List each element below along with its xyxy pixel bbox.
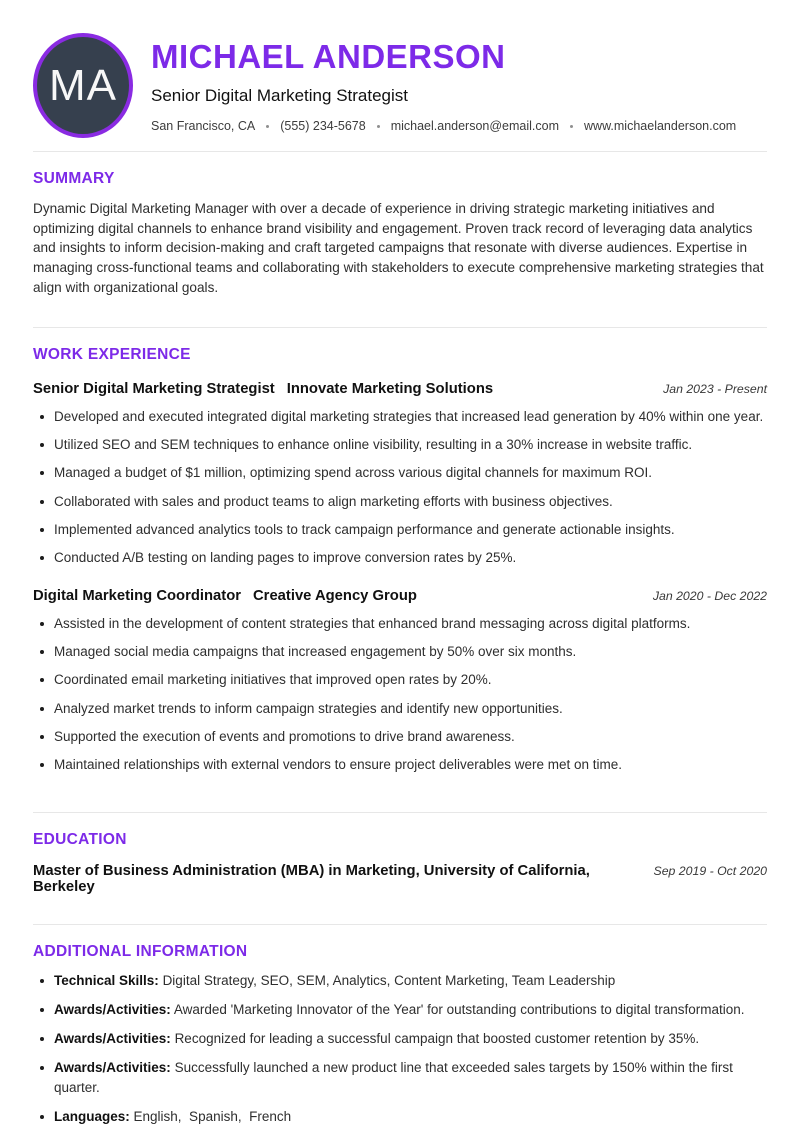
additional-info-list: [33, 971, 767, 1126]
additional-information-section: [33, 943, 767, 1126]
info-item: [33, 1000, 767, 1019]
bullet-item: Implemented advanced analytics tools to track campaign performance and generate actionable insights.: [33, 520, 767, 539]
contact-location: San Francisco, CA: [151, 119, 256, 134]
info-item: [33, 971, 767, 990]
info-label: Awards/Activities:: [54, 1060, 171, 1076]
job-header: [33, 381, 767, 397]
separator-dot: [266, 125, 269, 128]
section-divider: [33, 327, 767, 328]
job-title: Digital Marketing Coordinator: [33, 588, 241, 605]
bullet-item: Managed a budget of $1 million, optimizing spend across various digital channels for maximum ROI.: [33, 463, 767, 482]
info-label: Technical Skills:: [54, 972, 159, 988]
education-heading: EDUCATION: [33, 830, 127, 848]
bullet-item: Collaborated with sales and product teams to align marketing efforts with business objectives.: [33, 492, 767, 511]
summary-heading: SUMMARY: [33, 170, 115, 187]
info-text: Awarded 'Marketing Innovator of the Year' for outstanding contributions to digital transformation.: [173, 1002, 745, 1018]
summary-text: Dynamic Digital Marketing Manager with over a decade of experience in driving strategic marketing initiatives and optimizing digital channels to enhance brand visibility and engagement. Proven track record of leveraging data analytics and insights to inform decision-making and craft targeted campaigns that resonate with diverse audiences. Expertise in managing cross-functional teams and collaborating with stakeholders to execute comprehensive marketing strategies that align with organizational goals.: [33, 201, 764, 295]
degree-title: Master of Business Administration (MBA) in Marketing, University of California, Berkeley: [33, 862, 590, 895]
person-name: MICHAEL ANDERSON: [151, 38, 506, 75]
job-dates: Jan 2023 - Present: [663, 382, 767, 397]
bullet-item: Utilized SEO and SEM techniques to enhance online visibility, resulting in a 30% increase in website traffic.: [33, 435, 767, 454]
work-experience-heading: WORK EXPERIENCE: [33, 346, 191, 364]
contact-email: michael.anderson@email.com: [390, 119, 560, 134]
info-label: Languages:: [54, 1108, 130, 1124]
bullet-item: Analyzed market trends to inform campaign strategies and identify new opportunities.: [33, 699, 767, 718]
separator-dot: [377, 125, 380, 128]
info-text: Recognized for leading a successful campaign that boosted customer retention by 35%.: [174, 1031, 700, 1047]
separator-dot: [570, 125, 573, 128]
bullet-item: Managed social media campaigns that increased engagement by 50% over six months.: [33, 642, 767, 661]
job-header: [33, 588, 767, 604]
info-text: Successfully launched a new product line that exceeded sales targets by 150% within the first quarter.: [54, 1060, 737, 1095]
resume-header: [33, 33, 767, 138]
contact-row: [151, 119, 736, 133]
job-company: Innovate Marketing Solutions: [286, 381, 494, 398]
work-experience-section: [33, 346, 767, 774]
section-divider: [33, 151, 767, 152]
avatar: [33, 33, 133, 138]
header-text: [151, 33, 736, 133]
summary-section: [33, 170, 767, 298]
job-title: Senior Digital Marketing Strategist: [33, 381, 275, 398]
info-item: [33, 1107, 767, 1126]
bullet-item: Assisted in the development of content strategies that enhanced brand messaging across digital platforms.: [33, 614, 767, 633]
degree-row: [33, 863, 767, 895]
section-divider: [33, 812, 767, 813]
info-item: [33, 1029, 767, 1048]
info-text: English, Spanish, French: [133, 1108, 292, 1124]
contact-website: www.michaelanderson.com: [584, 119, 737, 134]
additional-information-heading: ADDITIONAL INFORMATION: [33, 942, 248, 960]
bullet-item: Conducted A/B testing on landing pages to improve conversion rates by 25%.: [33, 548, 767, 567]
person-job-title: Senior Digital Marketing Strategist: [151, 86, 409, 106]
job-entry: [33, 588, 767, 774]
bullet-item: Coordinated email marketing initiatives that improved open rates by 20%.: [33, 670, 767, 689]
education-section: [33, 831, 767, 895]
job-bullets: [33, 407, 767, 567]
job-bullets: [33, 614, 767, 774]
bullet-item: Maintained relationships with external vendors to ensure project deliverables were met on time.: [33, 755, 767, 774]
info-label: Awards/Activities:: [54, 1031, 171, 1047]
job-entry: [33, 381, 767, 567]
info-label: Awards/Activities:: [54, 1002, 171, 1018]
avatar-initials: MA: [49, 60, 117, 110]
bullet-item: Supported the execution of events and promotions to drive brand awareness.: [33, 727, 767, 746]
info-text: Digital Strategy, SEO, SEM, Analytics, Content Marketing, Team Leadership: [162, 972, 616, 988]
contact-phone: (555) 234-5678: [280, 119, 366, 134]
job-dates: Jan 2020 - Dec 2022: [652, 589, 767, 604]
degree-dates: Sep 2019 - Oct 2020: [653, 863, 767, 878]
section-divider: [33, 924, 767, 925]
info-item: [33, 1058, 767, 1096]
job-company: Creative Agency Group: [253, 588, 417, 605]
bullet-item: Developed and executed integrated digital marketing strategies that increased lead generation by 40% within one year.: [33, 407, 767, 426]
